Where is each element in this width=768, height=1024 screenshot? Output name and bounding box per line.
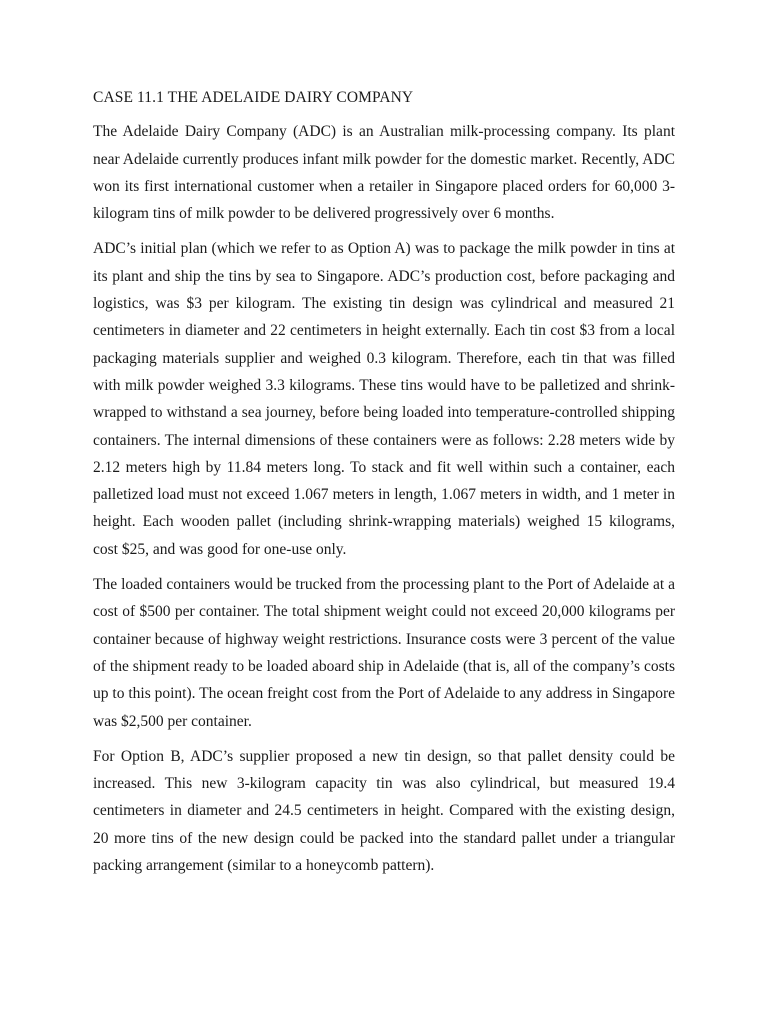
paragraph-option-a: ADC’s initial plan (which we refer to as Option A) was to package the milk powder in tins at its plant and ship the tins by sea to Singapore. ADC’s production cost, before packaging and logistics, was $3 per kilogram. The existing tin design was cylindrical and measured 21 centimeters in diameter and 22 centimeters in height externally. Each tin cost $3 from a local packaging materials supplier and weighed 0.3 kilogram. Therefore, each tin that was filled with milk powder weighed 3.3 kilograms. These tins would have to be palletized and shrink-wrapped to withstand a sea journey, before being loaded into temperature-controlled shipping containers. The internal dimensions of these containers were as follows: 2.28 meters wide by 2.12 meters high by 11.84 meters long. To stack and fit well within such a container, each palletized load must not exceed 1.067 meters in length, 1.067 meters in width, and 1 meter in height. Each wooden pallet (including shrink-wrapping materials) weighed 15 kilograms, cost $25, and was good for one-use only. (93, 240, 675, 558)
paragraph-option-b: For Option B, ADC’s supplier proposed a new tin design, so that pallet density could be increased. This new 3-kilogram capacity tin was also cylindrical, but measured 19.4 centimeters in diameter and 24.5 centimeters in height. Compared with the existing design, 20 more tins of the new design could be packed into the standard pallet under a triangular packing arrangement (similar to a honeycomb pattern). (93, 747, 675, 875)
case-title: CASE 11.1 THE ADELAIDE DAIRY COMPANY (93, 89, 414, 106)
paragraph-logistics-costs: The loaded containers would be trucked from the processing plant to the Port of Adelaide at a cost of $500 per container. The total shipment weight could not exceed 20,000 kilograms per container because of highway weight restrictions. Insurance costs were 3 percent of the value of the shipment ready to be loaded aboard ship in Adelaide (that is, all of the company’s costs up to this point). The ocean freight cost from the Port of Adelaide to any address in Singapore was $2,500 per container. (93, 576, 675, 730)
document-page (93, 84, 675, 887)
paragraph-intro: The Adelaide Dairy Company (ADC) is an Australian milk-processing company. Its plant near Adelaide currently produces infant milk powder for the domestic market. Recently, ADC won its first international customer when a retailer in Singapore placed orders for 60,000 3-kilogram tins of milk powder to be delivered progressively over 6 months. (93, 123, 675, 223)
